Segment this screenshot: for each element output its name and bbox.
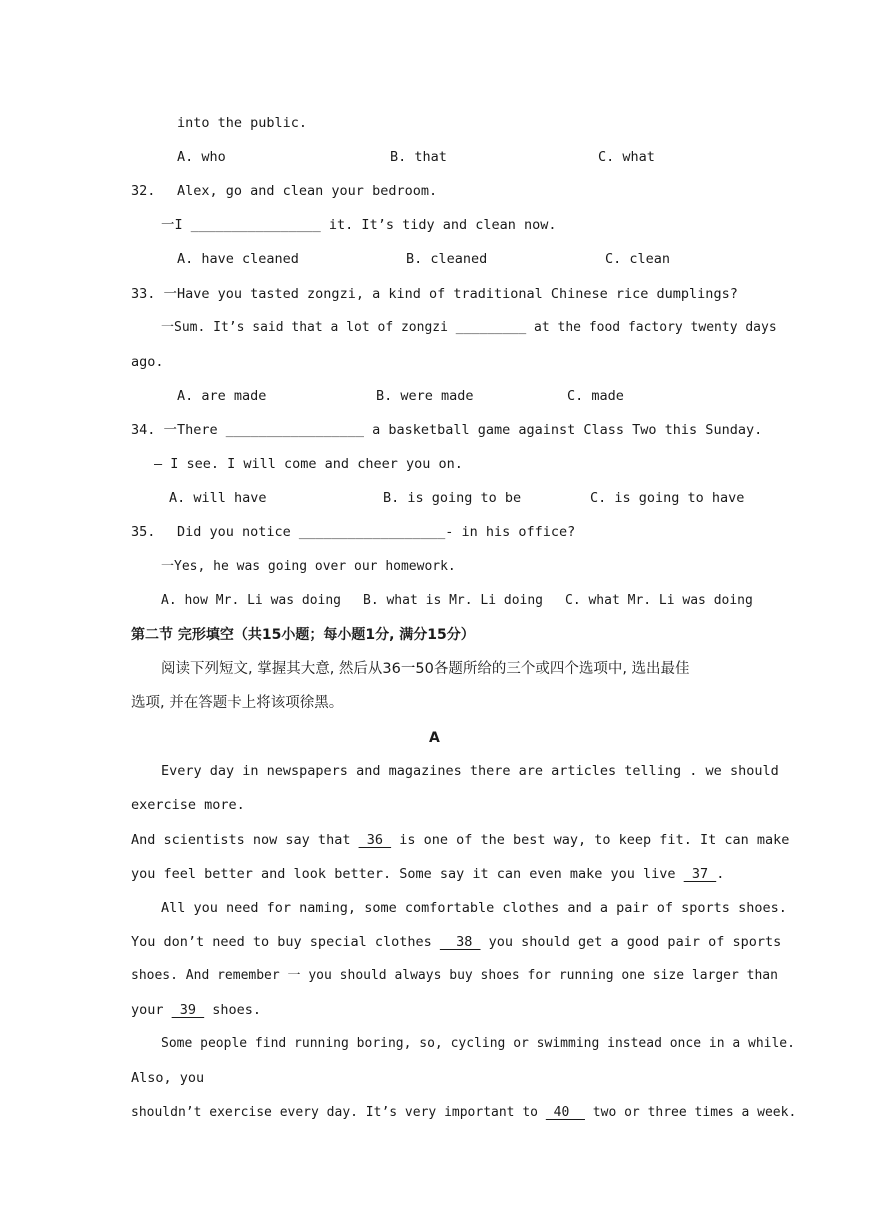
q34-option-b: B. is going to be bbox=[383, 490, 522, 506]
section-instruction-line-1: 阅读下列短文, 掌握其大意, 然后从36一50各题所给的三个或四个选项中, 选出最佳 bbox=[161, 661, 690, 677]
passage-text: shoes. bbox=[204, 1002, 262, 1018]
q33-option-a: A. are made bbox=[177, 388, 267, 404]
passage-line-11 bbox=[131, 1104, 796, 1122]
passage-text: And scientists now say that bbox=[131, 832, 359, 848]
blank-40: 40 bbox=[545, 1105, 585, 1120]
q35-prompt: Did you notice __________________- in his office? bbox=[177, 524, 576, 540]
passage-line-3 bbox=[131, 831, 789, 849]
q33-option-b: B. were made bbox=[376, 388, 474, 404]
blank-38: 38 bbox=[439, 934, 481, 950]
q34-option-a: A. will have bbox=[169, 490, 267, 506]
passage-label: A bbox=[429, 730, 440, 746]
passage-line-6 bbox=[131, 933, 781, 951]
q34-line-2: — I see. I will come and cheer you on. bbox=[154, 456, 463, 472]
passage-text: your bbox=[131, 1002, 172, 1018]
q33-line-3: ago. bbox=[131, 354, 164, 370]
q35-option-c: C. what Mr. Li was doing bbox=[565, 593, 753, 608]
section-instruction-line-2: 选项, 并在答题卡上将该项徐黑。 bbox=[131, 695, 344, 711]
q33-line-1: 33. 一Have you tasted zongzi, a kind of traditional Chinese rice dumplings? bbox=[131, 286, 738, 302]
passage-line-4 bbox=[131, 865, 724, 883]
q32-reply: 一I ________________ it. It’s tidy and clean now. bbox=[161, 217, 557, 233]
q32-option-c: C. clean bbox=[605, 251, 671, 267]
q33-option-c: C. made bbox=[567, 388, 624, 404]
q34-line-1: 34. 一There _________________ a basketball game against Class Two this Sunday. bbox=[131, 422, 763, 438]
passage-text: two or three times a week. bbox=[584, 1105, 797, 1120]
passage-text: You don’t need to buy special clothes bbox=[131, 934, 440, 950]
passage-text: you feel better and look better. Some say it can even make you live bbox=[131, 866, 684, 882]
passage-line-5: All you need for naming, some comfortable clothes and a pair of sports shoes. bbox=[161, 900, 787, 916]
q35-option-b: B. what is Mr. Li doing bbox=[363, 593, 544, 608]
q35-option-a: A. how Mr. Li was doing bbox=[161, 593, 342, 608]
passage-text: is one of the best way, to keep fit. It can make bbox=[391, 832, 790, 848]
passage-line-9: Some people find running boring, so, cycling or swimming instead once in a while. bbox=[161, 1036, 795, 1051]
q31-option-b: B. that bbox=[390, 149, 447, 165]
q32-option-b: B. cleaned bbox=[406, 251, 488, 267]
q32-prompt: Alex, go and clean your bedroom. bbox=[177, 183, 438, 199]
q35-reply: 一Yes, he was going over our homework. bbox=[161, 559, 456, 574]
q32-option-a: A. have cleaned bbox=[177, 251, 299, 267]
q31-option-a: A. who bbox=[177, 149, 226, 165]
q33-line-2: 一Sum. It’s said that a lot of zongzi _________ at the food factory twenty days bbox=[161, 320, 777, 335]
passage-line-10: Also, you bbox=[131, 1070, 205, 1086]
passage-line-1: Every day in newspapers and magazines there are articles telling . we should bbox=[161, 763, 779, 779]
q34-option-c: C. is going to have bbox=[590, 490, 745, 506]
blank-39: 39 bbox=[171, 1002, 205, 1018]
blank-36: 36 bbox=[358, 832, 392, 848]
passage-text: shouldn’t exercise every day. It’s very important to bbox=[131, 1105, 546, 1120]
q32-number: 32. bbox=[131, 183, 156, 199]
q35-number: 35. bbox=[131, 524, 156, 540]
q31-continuation: into the public. bbox=[177, 115, 308, 131]
passage-line-7: shoes. And remember 一 you should always buy shoes for running one size larger than bbox=[131, 968, 778, 983]
passage-text: . bbox=[716, 866, 725, 882]
passage-line-8 bbox=[131, 1001, 261, 1019]
blank-37: 37 bbox=[683, 866, 717, 882]
passage-text: you should get a good pair of sports bbox=[480, 934, 782, 950]
section-heading: 第二节 完形填空（共15小题；每小题1分, 满分15分） bbox=[131, 627, 475, 643]
q31-option-c: C. what bbox=[598, 149, 655, 165]
passage-line-2: exercise more. bbox=[131, 797, 245, 813]
